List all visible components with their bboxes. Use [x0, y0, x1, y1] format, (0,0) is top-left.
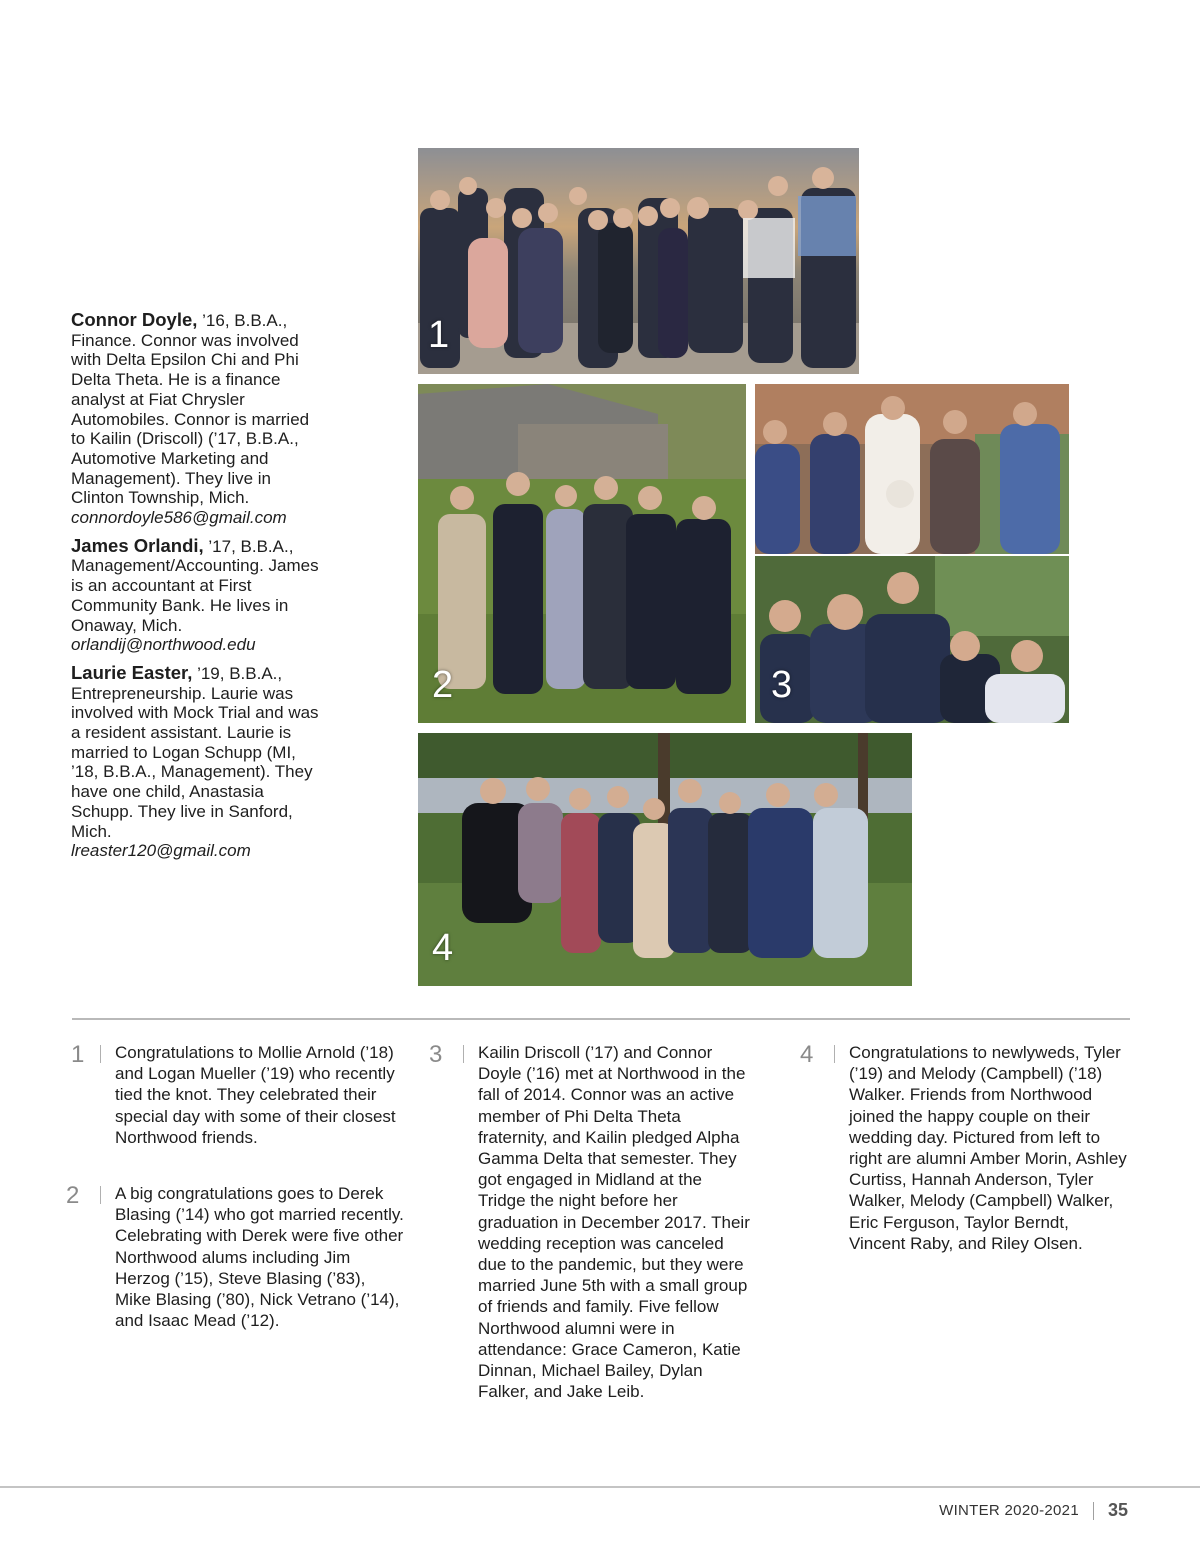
caption-number: 4 [800, 1041, 814, 1068]
profile-name: Connor Doyle, [71, 309, 198, 330]
photo-number: 3 [771, 664, 793, 706]
profile-laurie-easter [71, 663, 321, 861]
profile-james-orlandi [71, 536, 321, 655]
page-footer [939, 1500, 1128, 1521]
caption-bar [100, 1186, 101, 1204]
caption-bar [100, 1045, 101, 1063]
caption-number: 1 [71, 1041, 85, 1068]
photo-3 [755, 384, 1069, 723]
profile-email: lreaster120@gmail.com [71, 841, 251, 861]
profile-details: ’17, B.B.A., Management/Accounting. James is an accountant at First Community Bank. He lives in Onaway, Mich. [71, 536, 319, 635]
profile-connor-doyle [71, 310, 321, 528]
photo-2-image [418, 384, 746, 723]
class-notes-column [71, 310, 321, 869]
caption-text: A big congratulations goes to Derek Blasing (’14) who got married recently. Celebrating with Derek were five other Northwood alums including Jim Herzog (’15), Steve Blasing (’83), Mike Blasing (’80), Nick Vetrano (’14), and Isaac Mead (’12). [115, 1184, 404, 1331]
photo-4-image [418, 733, 912, 986]
footer-separator [1093, 1502, 1094, 1520]
caption-bar [834, 1045, 835, 1063]
photo-2 [418, 384, 746, 723]
caption-number: 3 [429, 1041, 443, 1068]
profile-name: James Orlandi, [71, 534, 204, 556]
caption-number: 2 [66, 1182, 80, 1209]
issue-label: WINTER 2020-2021 [939, 1502, 1079, 1519]
photo-number: 1 [428, 314, 450, 356]
photo-1 [418, 148, 859, 374]
profile-name: Laurie Easter, [71, 661, 193, 683]
photo-3-image [755, 384, 1069, 723]
profile-details: ’16, B.B.A., Finance. Connor was involved with Delta Epsilon Chi and Phi Delta Theta. He is a finance analyst at Fiat Chrysler Automobiles. Connor is married to Kailin (Driscoll) (’17, B.B.A., Automotive Marketing and Management). They live in Clinton Township, Mich. [71, 311, 310, 508]
profile-email: connordoyle586@gmail.com [71, 508, 287, 528]
caption-text: Kailin Driscoll (’17) and Connor Doyle (’16) met at Northwood in the fall of 2014. Connor was an active member of Phi Delta Theta fraternity, and Kailin pledged Alpha Gamma Delta that semester. They got engaged in Midland at the Tridge the night before her graduation in December 2017. Their wedding reception was canceled due to the pandemic, but they were married June 5th with a small group of friends and family. Five fellow Northwood alumni were in attendance: Grace Cameron, Katie Dinnan, Michael Bailey, Dylan Falker, and Jake Leib. [478, 1043, 750, 1402]
profile-email: orlandij@northwood.edu [71, 635, 256, 655]
page-number: 35 [1107, 1500, 1128, 1520]
profile-details: ’19, B.B.A., Entrepreneurship. Laurie was involved with Mock Trial and was a resident assistant. Laurie is married to Logan Schupp (MI, ’18, B.B.A., Management). They have one child, Anastasia Schupp. They live in Sanford, Mich. [71, 663, 319, 841]
caption-bar [463, 1045, 464, 1063]
caption-text: Congratulations to newlyweds, Tyler (’19) and Melody (Campbell) (’18) Walker. Friends from Northwood joined the happy couple on their wedding day. Pictured from left to right are alumni Amber Morin, Ashley Curtiss, Hannah Anderson, Tyler Walker, Melody (Campbell) Walker, Eric Ferguson, Taylor Berndt, Vincent Raby, and Riley Olsen. [849, 1043, 1127, 1253]
photo-number: 4 [432, 927, 454, 969]
photo-1-image [418, 148, 859, 374]
photo-number: 2 [432, 664, 454, 706]
caption-text: Congratulations to Mollie Arnold (’18) and Logan Mueller (’19) who recently tied the knot. They celebrated their special day with some of their closest Northwood friends. [115, 1043, 396, 1147]
photo-4 [418, 733, 912, 986]
footer-rule [0, 1486, 1200, 1488]
section-divider [72, 1018, 1130, 1020]
